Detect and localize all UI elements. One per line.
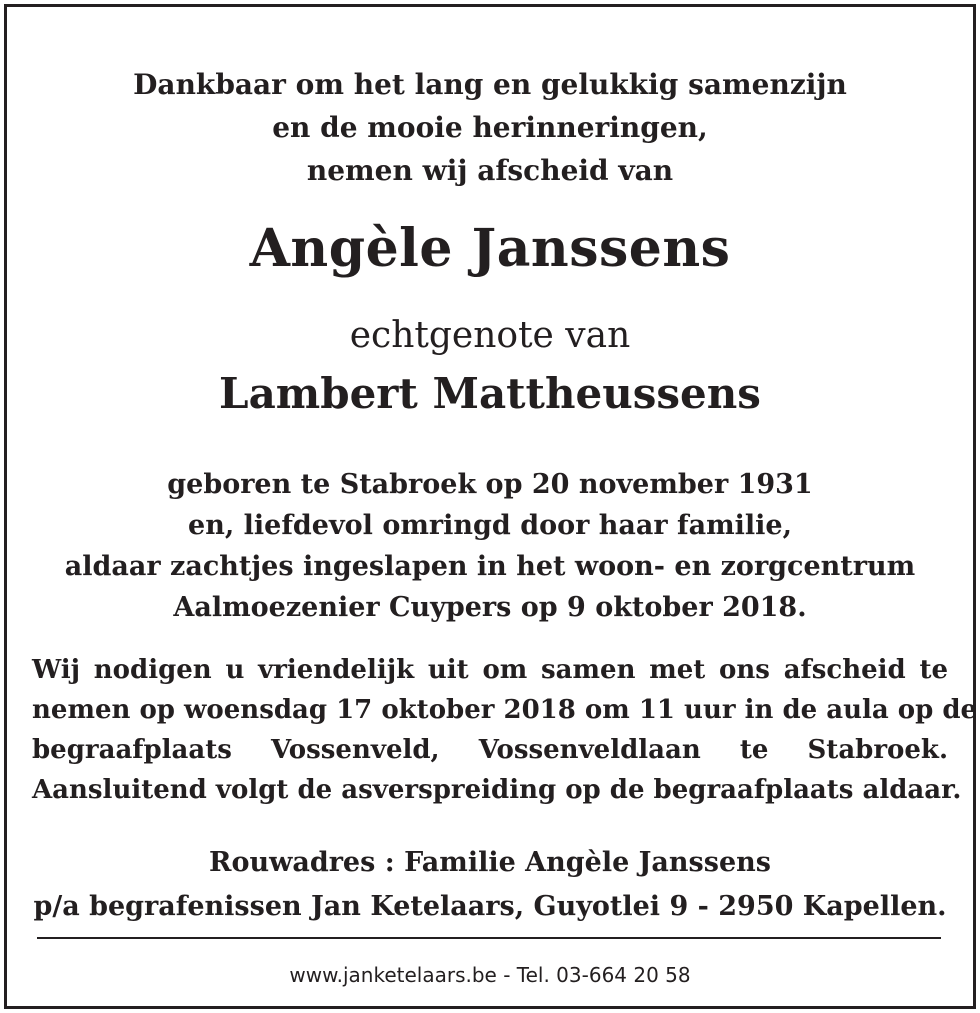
address-line: p/a begrafenissen Jan Ketelaars, Guyotlei 9 - 2950 Kapellen. [33, 891, 947, 922]
life-line: Aalmoezenier Cuypers op 9 oktober 2018. [173, 592, 807, 623]
intro-text [7, 63, 973, 192]
life-line: geboren te Stabroek op 20 november 1931 [167, 469, 813, 500]
deceased-name: Angèle Janssens [249, 218, 731, 279]
invitation-line: begraafplaats Vossenveld, Vossenveldlaan te Stabroek. [32, 735, 948, 765]
life-line: aldaar zachtjes ingeslapen in het woon- en zorgcentrum [64, 551, 916, 582]
invitation-line: nemen op woensdag 17 oktober 2018 om 11 uur in de aula op de [32, 695, 978, 725]
spouse-name: Lambert Mattheussens [219, 369, 761, 418]
spouse-relation: echtgenote van [349, 315, 631, 356]
ceremony-invitation [32, 650, 978, 810]
intro-line: Dankbaar om het lang en gelukkig samenzijn [133, 68, 847, 101]
funeral-home-contact: www.janketelaars.be - Tel. 03-664 20 58 [289, 963, 691, 987]
announcement-frame [4, 4, 976, 1009]
life-details [7, 464, 973, 628]
intro-line: en de mooie herinneringen, [272, 111, 708, 144]
intro-line: nemen wij afscheid van [306, 154, 674, 187]
invitation-line: Aansluitend volgt de asverspreiding op de begraafplaats aldaar. [32, 775, 962, 805]
life-line: en, liefdevol omringd door haar familie, [188, 510, 792, 541]
invitation-line: Wij nodigen u vriendelijk uit om samen met ons afscheid te [32, 655, 948, 685]
address-line: Rouwadres : Familie Angèle Janssens [209, 847, 771, 878]
divider [37, 937, 941, 939]
mourning-address [7, 841, 973, 929]
